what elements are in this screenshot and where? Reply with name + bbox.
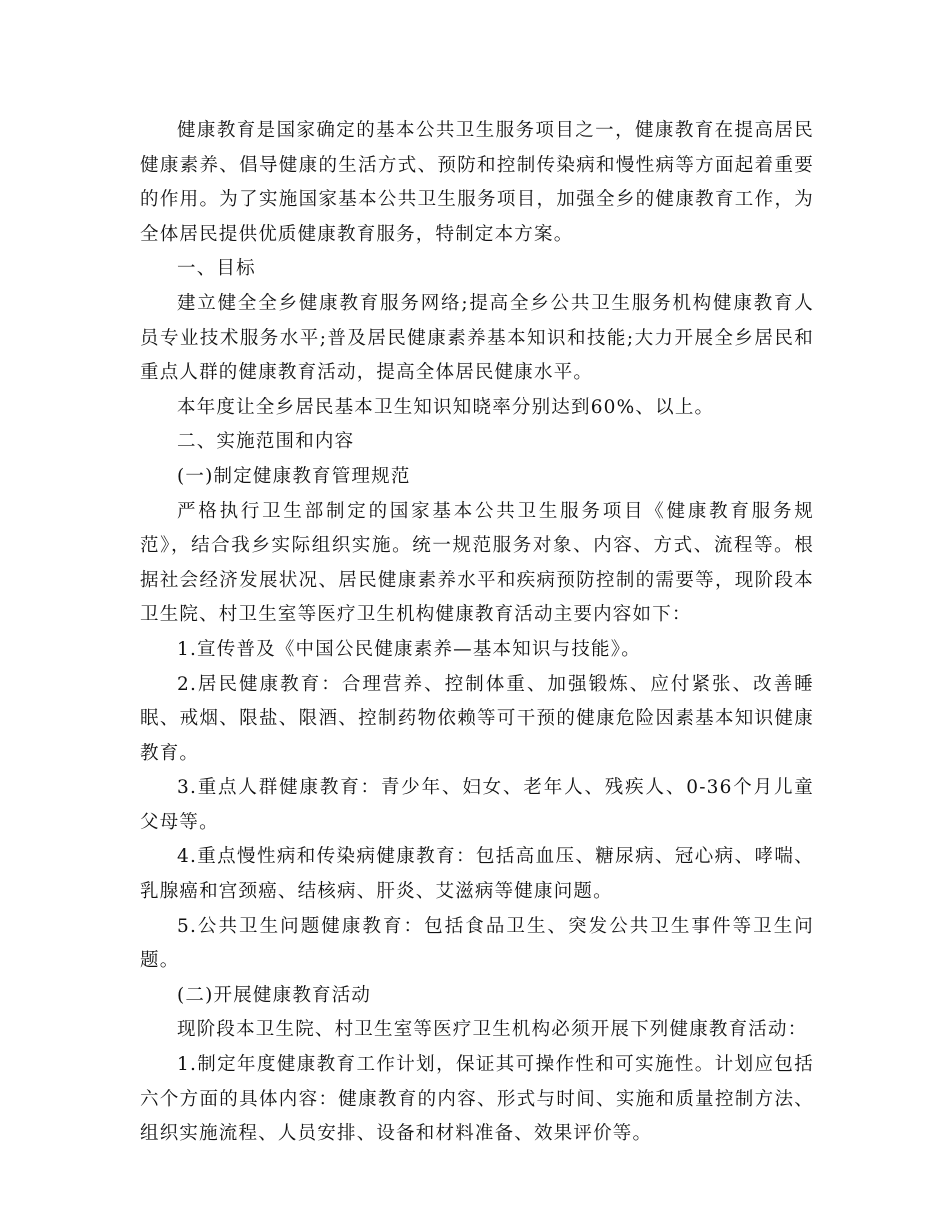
section-heading-scope: 二、实施范围和内容 (177, 431, 355, 453)
list-item: 1.制定年度健康教育工作计划，保证其可操作性和可实施性。计划应包括六个方面的具体内容：健康教育的内容、形式与时间、实施和质量控制方法、组织实施流程、人员安排、设备和材料准备、效果评价等。 (140, 1054, 814, 1145)
activities-intro-paragraph: 现阶段本卫生院、村卫生室等医疗卫生机构必须开展下列健康教育活动： (177, 1019, 808, 1041)
target-rate-paragraph: 本年度让全乡居民基本卫生知识知晓率分别达到60%、以上。 (177, 396, 715, 418)
list-item: 4.重点慢性病和传染病健康教育：包括高血压、糖尿病、冠心病、哮喘、乳腺癌和宫颈癌、结核病、肝炎、艾滋病等健康问题。 (140, 846, 814, 903)
standards-paragraph: 严格执行卫生部制定的国家基本公共卫生服务项目《健康教育服务规范》，结合我乡实际组织实施。统一规范服务对象、内容、方式、流程等。根据社会经济发展状况、居民健康素养水平和疾病预防控制的需要等，现阶段本卫生院、村卫生室等医疗卫生机构健康教育活动主要内容如下： (140, 500, 814, 626)
goals-paragraph: 建立健全全乡健康教育服务网络;提高全乡公共卫生服务机构健康教育人员专业技术服务水平;普及居民健康素养基本知识和技能;大力开展全乡居民和重点人群的健康教育活动，提高全体居民健康水平。 (140, 292, 814, 384)
list-item: 5.公共卫生问题健康教育：包括食品卫生、突发公共卫生事件等卫生问题。 (140, 915, 814, 972)
section-heading-goals: 一、目标 (177, 258, 256, 280)
subsection-heading-activities: (二)开展健康教育活动 (177, 984, 372, 1006)
subsection-heading-standards: (一)制定健康教育管理规范 (177, 465, 411, 487)
list-item: 2.居民健康教育：合理营养、控制体重、加强锻炼、应付紧张、改善睡眠、戒烟、限盐、限酒、控制药物依赖等可干预的健康危险因素基本知识健康教育。 (140, 673, 814, 764)
intro-paragraph: 健康教育是国家确定的基本公共卫生服务项目之一，健康教育在提高居民健康素养、倡导健康的生活方式、预防和控制传染病和慢性病等方面起着重要的作用。为了实施国家基本公共卫生服务项目，加强全乡的健康教育工作，为全体居民提供优质健康教育服务，特制定本方案。 (140, 120, 814, 245)
document-body (140, 114, 814, 1152)
list-item: 1.宣传普及《中国公民健康素养—基本知识与技能》。 (177, 638, 641, 660)
list-item: 3.重点人群健康教育：青少年、妇女、老年人、残疾人、0-36个月儿童父母等。 (140, 777, 814, 833)
